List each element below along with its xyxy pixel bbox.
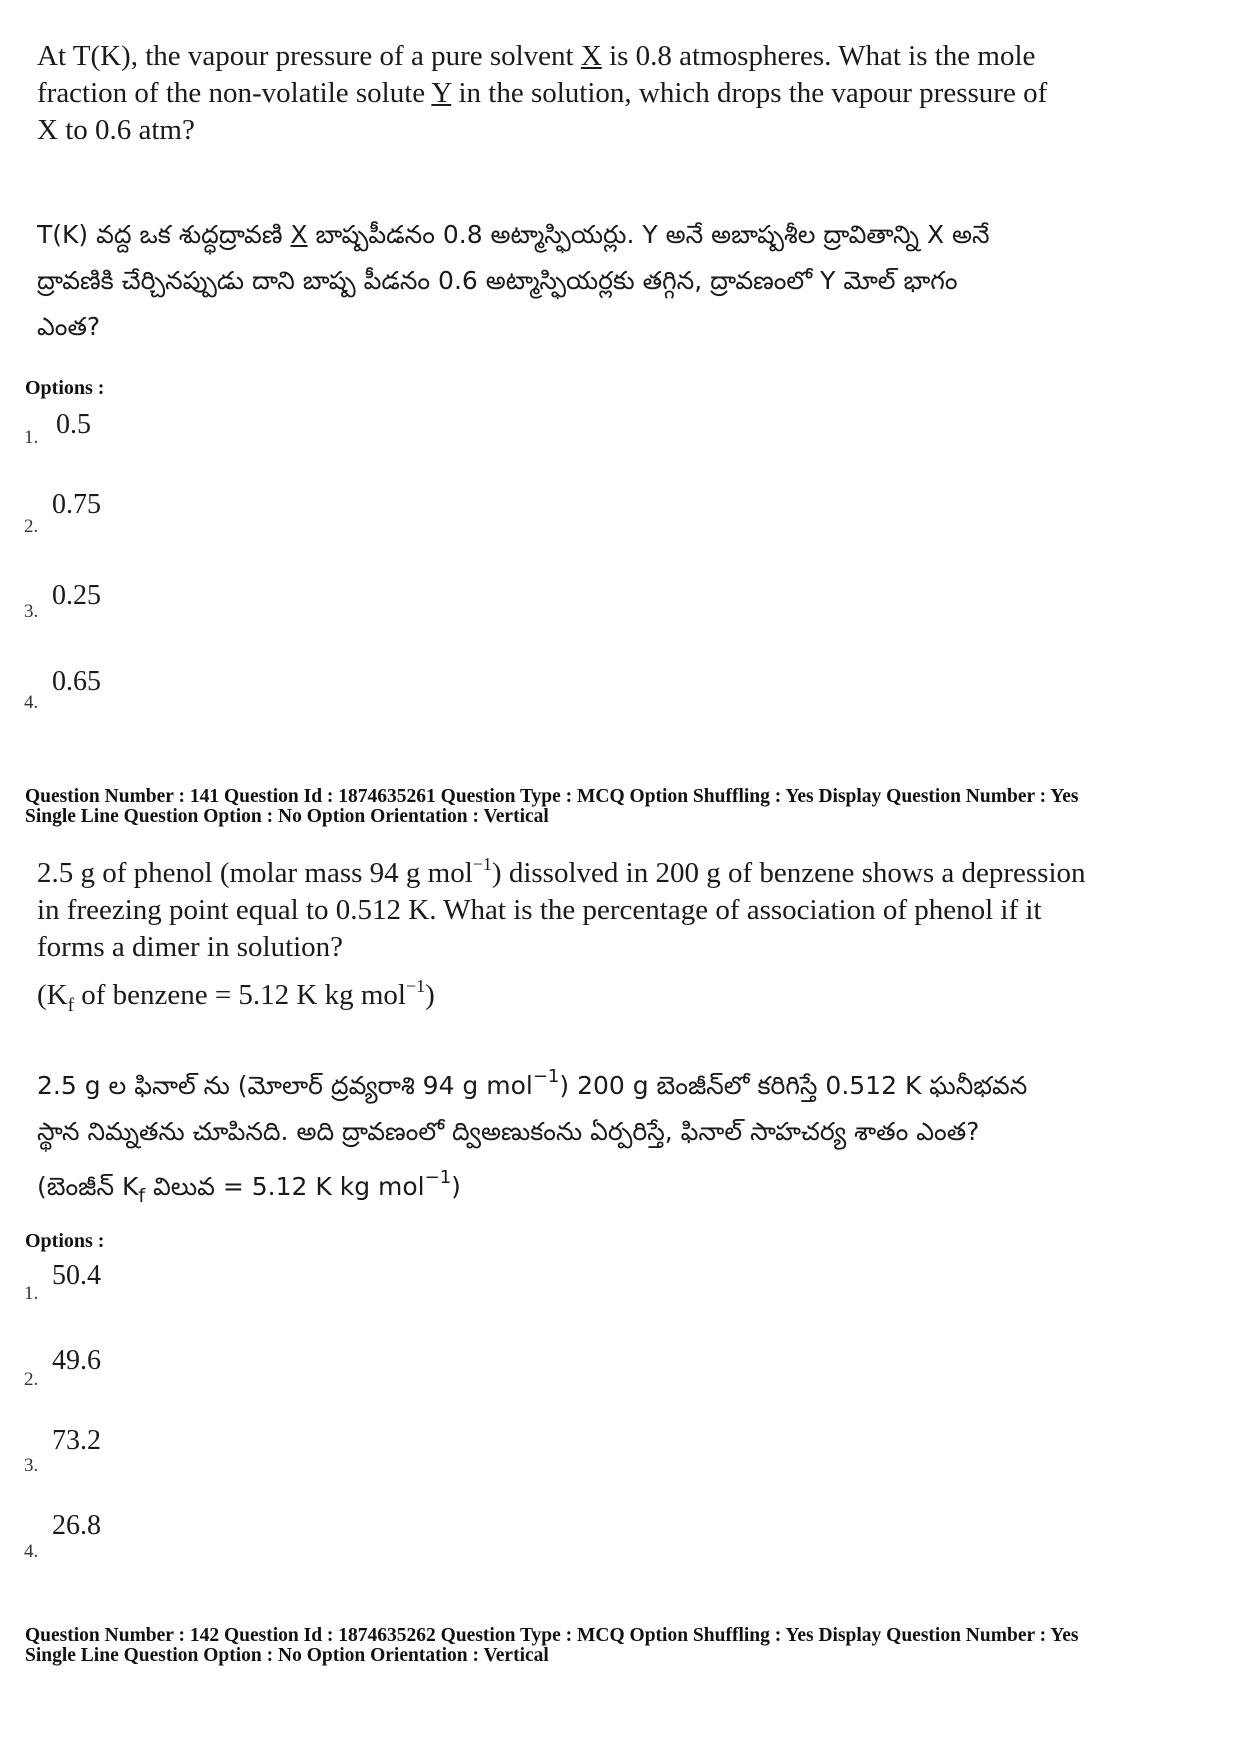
q141-option-4-value[interactable]: 26.8 [52,1510,101,1541]
q141-en-line3: forms a dimer in solution? [37,931,344,963]
q142-meta [25,1626,1078,1666]
q140-option-3-value[interactable]: 0.25 [52,580,101,611]
q140-option-1-number: 1. [24,427,39,448]
q141-te-line2: స్థాన నిమ్నతను చూపినది. అది ద్రావణంలో ద్విఅణుకంను ఏర్పరిస్తే, ఫినాల్ సాహచర్య శాతం ఎంత? [37,1117,980,1146]
q141-en-line4 [37,968,1217,1024]
q141-options-label: Options : [25,1230,105,1252]
q141-meta-line1: Question Number : 141 Question Id : 1874635261 Question Type : MCQ Option Shuffling : Yes Display Question Number : Yes [25,786,1079,807]
q140-en-line1-a: At T(K), the vapour pressure of a pure solvent [37,40,581,72]
q141-te-line3 [37,1155,1217,1219]
q142-meta-line1: Question Number : 142 Question Id : 1874635262 Question Type : MCQ Option Shuffling : Yes Display Question Number : Yes [25,1625,1079,1646]
q140-en-line2-a: fraction of the non-volatile solute [37,77,432,109]
q141-te-line3-sup: −1 [424,1167,452,1188]
q140-te-line2: ద్రావణికి చేర్చినప్పుడు దాని బాష్ప పీడనం 0.6 అట్మాస్ఫియర్లకు తగ్గిన, ద్రావణంలో Y మోల్ భాగం [37,266,958,295]
q141-te-line1-sup: −1 [532,1066,560,1087]
q140-te-line1-x: X [290,220,308,249]
q141-en-line1-b: ) dissolved in 200 g of benzene shows a depression [491,857,1086,889]
q141-option-1-number: 1. [24,1283,39,1304]
q140-options-label: Options : [25,377,105,399]
q141-option-3-number: 3. [24,1455,39,1476]
q140-option-2-number: 2. [24,516,39,537]
q141-en-line1 [37,846,1217,892]
q142-meta-line2: Single Line Question Option : No Option Orientation : Vertical [25,1645,549,1666]
q140-en-line2-b: in the solution, which drops the vapour pressure of [451,77,1048,109]
q141-te-line1 [37,1054,1217,1109]
q141-te-line1-a: 2.5 g ల ఫినాల్ ను (మోలార్ ద్రవ్యరాశి 94 g mol [37,1071,533,1100]
q141-meta-line2: Single Line Question Option : No Option Orientation : Vertical [25,806,549,827]
q140-te-line1-b: బాష్పపీడనం 0.8 అట్మాస్ఫియర్లు. Y అనే అబాష్పశీల ద్రావితాన్ని X అనే [307,220,990,249]
q141-en-line2: in freezing point equal to 0.512 K. What is the percentage of association of phenol if it [37,894,1042,926]
q141-en-line4-a: (K [37,979,68,1011]
q140-option-1-value[interactable]: 0.5 [56,409,91,440]
q141-en-line4-sup: −1 [406,976,426,996]
q141-option-1-value[interactable]: 50.4 [52,1260,101,1291]
q140-en-line2 [37,75,1217,112]
q141-telugu-text [37,1054,1217,1219]
q140-en-line1-x: X [580,40,602,72]
q140-te-line3: ఎంత? [37,312,101,341]
q141-english-text [37,846,1217,1024]
q140-option-3-number: 3. [24,601,39,622]
q141-en-line4-b: of benzene = 5.12 K kg mol [73,979,406,1011]
q141-option-2-number: 2. [24,1369,39,1390]
q141-te-line1-b: ) 200 g బెంజీన్‌లో కరిగిస్తే 0.512 K ఘనీభవన [559,1071,1028,1100]
q140-te-line1-a: T(K) వద్ద ఒక శుద్ధద్రావణి [37,220,291,249]
q141-en-line1-a: 2.5 g of phenol (molar mass 94 g mol [37,857,473,889]
q140-en-line1 [37,38,1217,75]
q140-en-line3: X to 0.6 atm? [37,114,195,146]
q140-en-line1-b: is 0.8 atmospheres. What is the mole [601,40,1036,72]
q140-option-4-value[interactable]: 0.65 [52,666,101,697]
q140-en-line2-y: Y [431,77,452,109]
q141-en-line1-sup: −1 [472,854,492,874]
q140-english-text [37,38,1217,149]
q140-telugu-text [37,212,1217,350]
q140-option-2-value[interactable]: 0.75 [52,489,101,520]
q141-te-line3-sub: f [138,1185,146,1207]
q141-en-line4-c: ) [425,979,435,1011]
q141-te-line3-c: ) [451,1172,461,1201]
q141-option-2-value[interactable]: 49.6 [52,1345,101,1376]
q141-te-line3-b: విలువ = 5.12 K kg mol [145,1172,425,1201]
q141-option-3-value[interactable]: 73.2 [52,1425,101,1456]
q140-option-4-number: 4. [24,692,39,713]
q141-option-4-number: 4. [24,1541,39,1562]
q141-en-line4-sub: f [67,995,74,1016]
q140-te-line1 [37,212,1217,258]
q141-meta [25,787,1078,827]
q141-te-line3-a: (బెంజీన్ K [37,1172,139,1201]
